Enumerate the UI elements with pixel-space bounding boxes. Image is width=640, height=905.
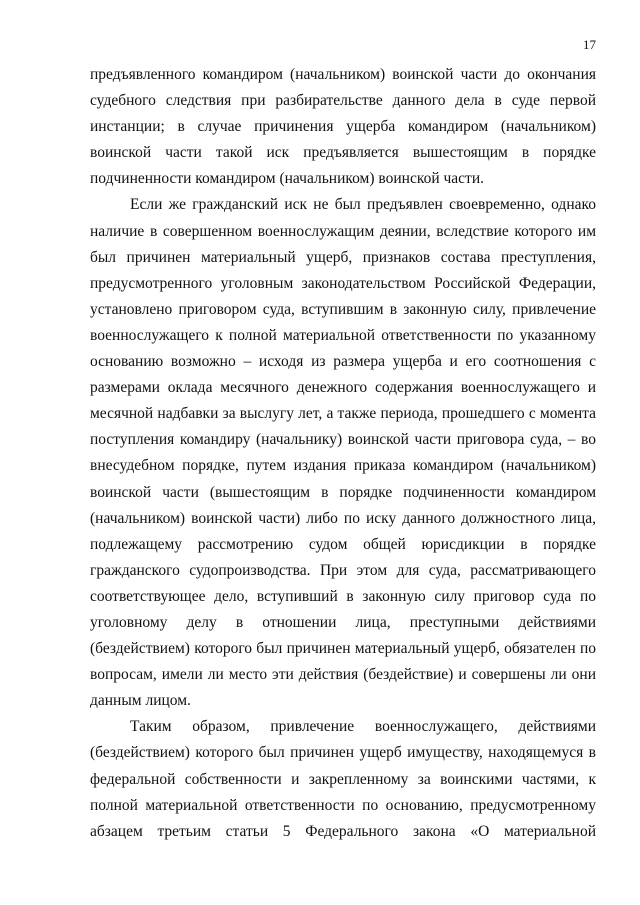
text-line: был причинен материальный ущерб, признаков состава преступления, [90,248,596,266]
text-line: полной материальной ответственности по основанию, предусмотренному [90,796,596,814]
paragraph [90,62,596,192]
text-line: (бездействием) которого был причинен материальный ущерб, обязателен по [90,640,596,658]
text-line: воинской части (вышестоящим в порядке подчиненности командиром [90,483,596,501]
text-line: уголовному делу в отношении лица, преступными действиями [90,613,596,631]
text-line: Таким образом, привлечение военнослужащего, действиями [130,718,596,736]
text-line: подчиненности командиром (начальником) воинской части. [90,170,485,188]
text-line: данным лицом. [90,692,191,710]
text-line: вопросам, имели ли место эти действия (бездействие) и совершены ли они [90,666,596,684]
document-body [90,62,596,845]
text-line: наличие в совершенном военнослужащим деянии, вследствие которого им [90,222,596,240]
text-line: месячной надбавки за выслугу лет, а также периода, прошедшего с момента [90,405,596,423]
text-line: (бездействием) которого был причинен ущерб имуществу, находящемуся в [90,744,596,762]
text-line: судебного следствия при разбирательстве данного дела в суде первой [90,92,596,110]
text-line: подлежащему рассмотрению судом общей юрисдикции в порядке [90,535,596,553]
text-line: абзацем третьим статьи 5 Федерального закона «О материальной [90,822,596,840]
text-line: предусмотренного уголовным законодательством Российской Федерации, [90,274,596,292]
text-line: внесудебном порядке, путем издания приказа командиром (начальником) [90,457,596,475]
text-line: инстанции; в случае причинения ущерба командиром (начальником) [90,118,596,136]
text-line: соответствующее дело, вступивший в законную силу приговор суда по [90,587,596,605]
paragraph [90,714,596,844]
text-line: поступления командиру (начальнику) воинской части приговора суда, – во [90,431,596,449]
page-number: 17 [583,37,596,52]
text-line: установлено приговором суда, вступившим в законную силу, привлечение [90,300,596,318]
text-line: военнослужащего к полной материальной ответственности по указанному [90,326,596,344]
text-line: основанию возможно – исходя из размера ущерба и его соотношения с [90,353,596,371]
text-line: воинской части такой иск предъявляется вышестоящим в порядке [90,144,596,162]
text-line: гражданского судопроизводства. При этом для суда, рассматривающего [90,561,596,579]
text-line: (начальником) воинской части) либо по иску данного должностного лица, [90,509,596,527]
text-line: федеральной собственности и закрепленному за воинскими частями, к [90,770,596,788]
text-line: предъявленного командиром (начальником) воинской части до окончания [90,66,596,83]
paragraph [90,192,596,714]
text-line: Если же гражданский иск не был предъявлен своевременно, однако [130,196,596,214]
text-line: размерами оклада месячного денежного содержания военнослужащего и [90,379,596,397]
